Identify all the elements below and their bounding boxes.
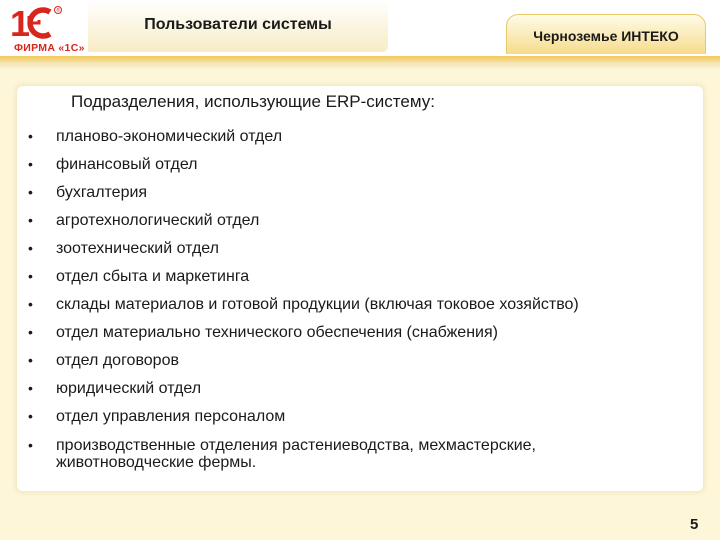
page-number: 5 [690, 516, 699, 533]
bullet-icon: • [28, 128, 33, 144]
list-item-text: отдел материально технического обеспечения (снабжения) [56, 324, 498, 341]
bullet-icon: • [28, 324, 33, 340]
list-item-text: склады материалов и готовой продукции (включая токовое хозяйство) [56, 296, 579, 313]
title-tab [88, 0, 388, 52]
bullet-icon: • [28, 268, 33, 284]
trademark-mark: ® [56, 8, 60, 14]
list-item-text: юридический отдел [56, 380, 202, 397]
list-item-text: отдел управления персоналом [56, 408, 286, 425]
bullet-icon: • [28, 240, 33, 256]
bullet-icon: • [28, 352, 33, 368]
page-title: Пользователи системы [144, 16, 332, 33]
logo-caption: ФИРМА «1С» [14, 42, 85, 54]
list-item-text: агротехнологический отдел [56, 212, 260, 229]
bullet-icon: • [28, 212, 33, 228]
list-item-text: отдел сбыта и маркетинга [56, 268, 250, 285]
content-panel [17, 86, 703, 491]
company-tab [506, 14, 706, 54]
list-item-text: планово-экономический отдел [56, 128, 283, 145]
company-name: Черноземье ИНТЕКО [533, 28, 679, 44]
svg-text:1: 1 [10, 4, 31, 42]
logo-1c-mark-icon [6, 4, 84, 42]
bullet-icon: • [28, 156, 33, 172]
header [0, 0, 720, 68]
header-shadow [0, 62, 720, 70]
bullet-icon: • [28, 408, 33, 424]
list-item-text: зоотехнический отдел [56, 240, 220, 257]
bullet-icon: • [28, 437, 33, 453]
list-item-text: производственные отделения растениеводства, мехмастерские, животноводческие фермы. [56, 437, 536, 471]
bullet-icon: • [28, 380, 33, 396]
bullet-icon: • [28, 184, 33, 200]
logo-1c [6, 4, 84, 56]
list-item-text: отдел договоров [56, 352, 179, 369]
bullet-icon: • [28, 296, 33, 312]
list-item-text: финансовый отдел [56, 156, 198, 173]
section-heading: Подразделения, использующие ERP-систему: [71, 92, 435, 111]
list-item-text: бухгалтерия [56, 184, 148, 201]
